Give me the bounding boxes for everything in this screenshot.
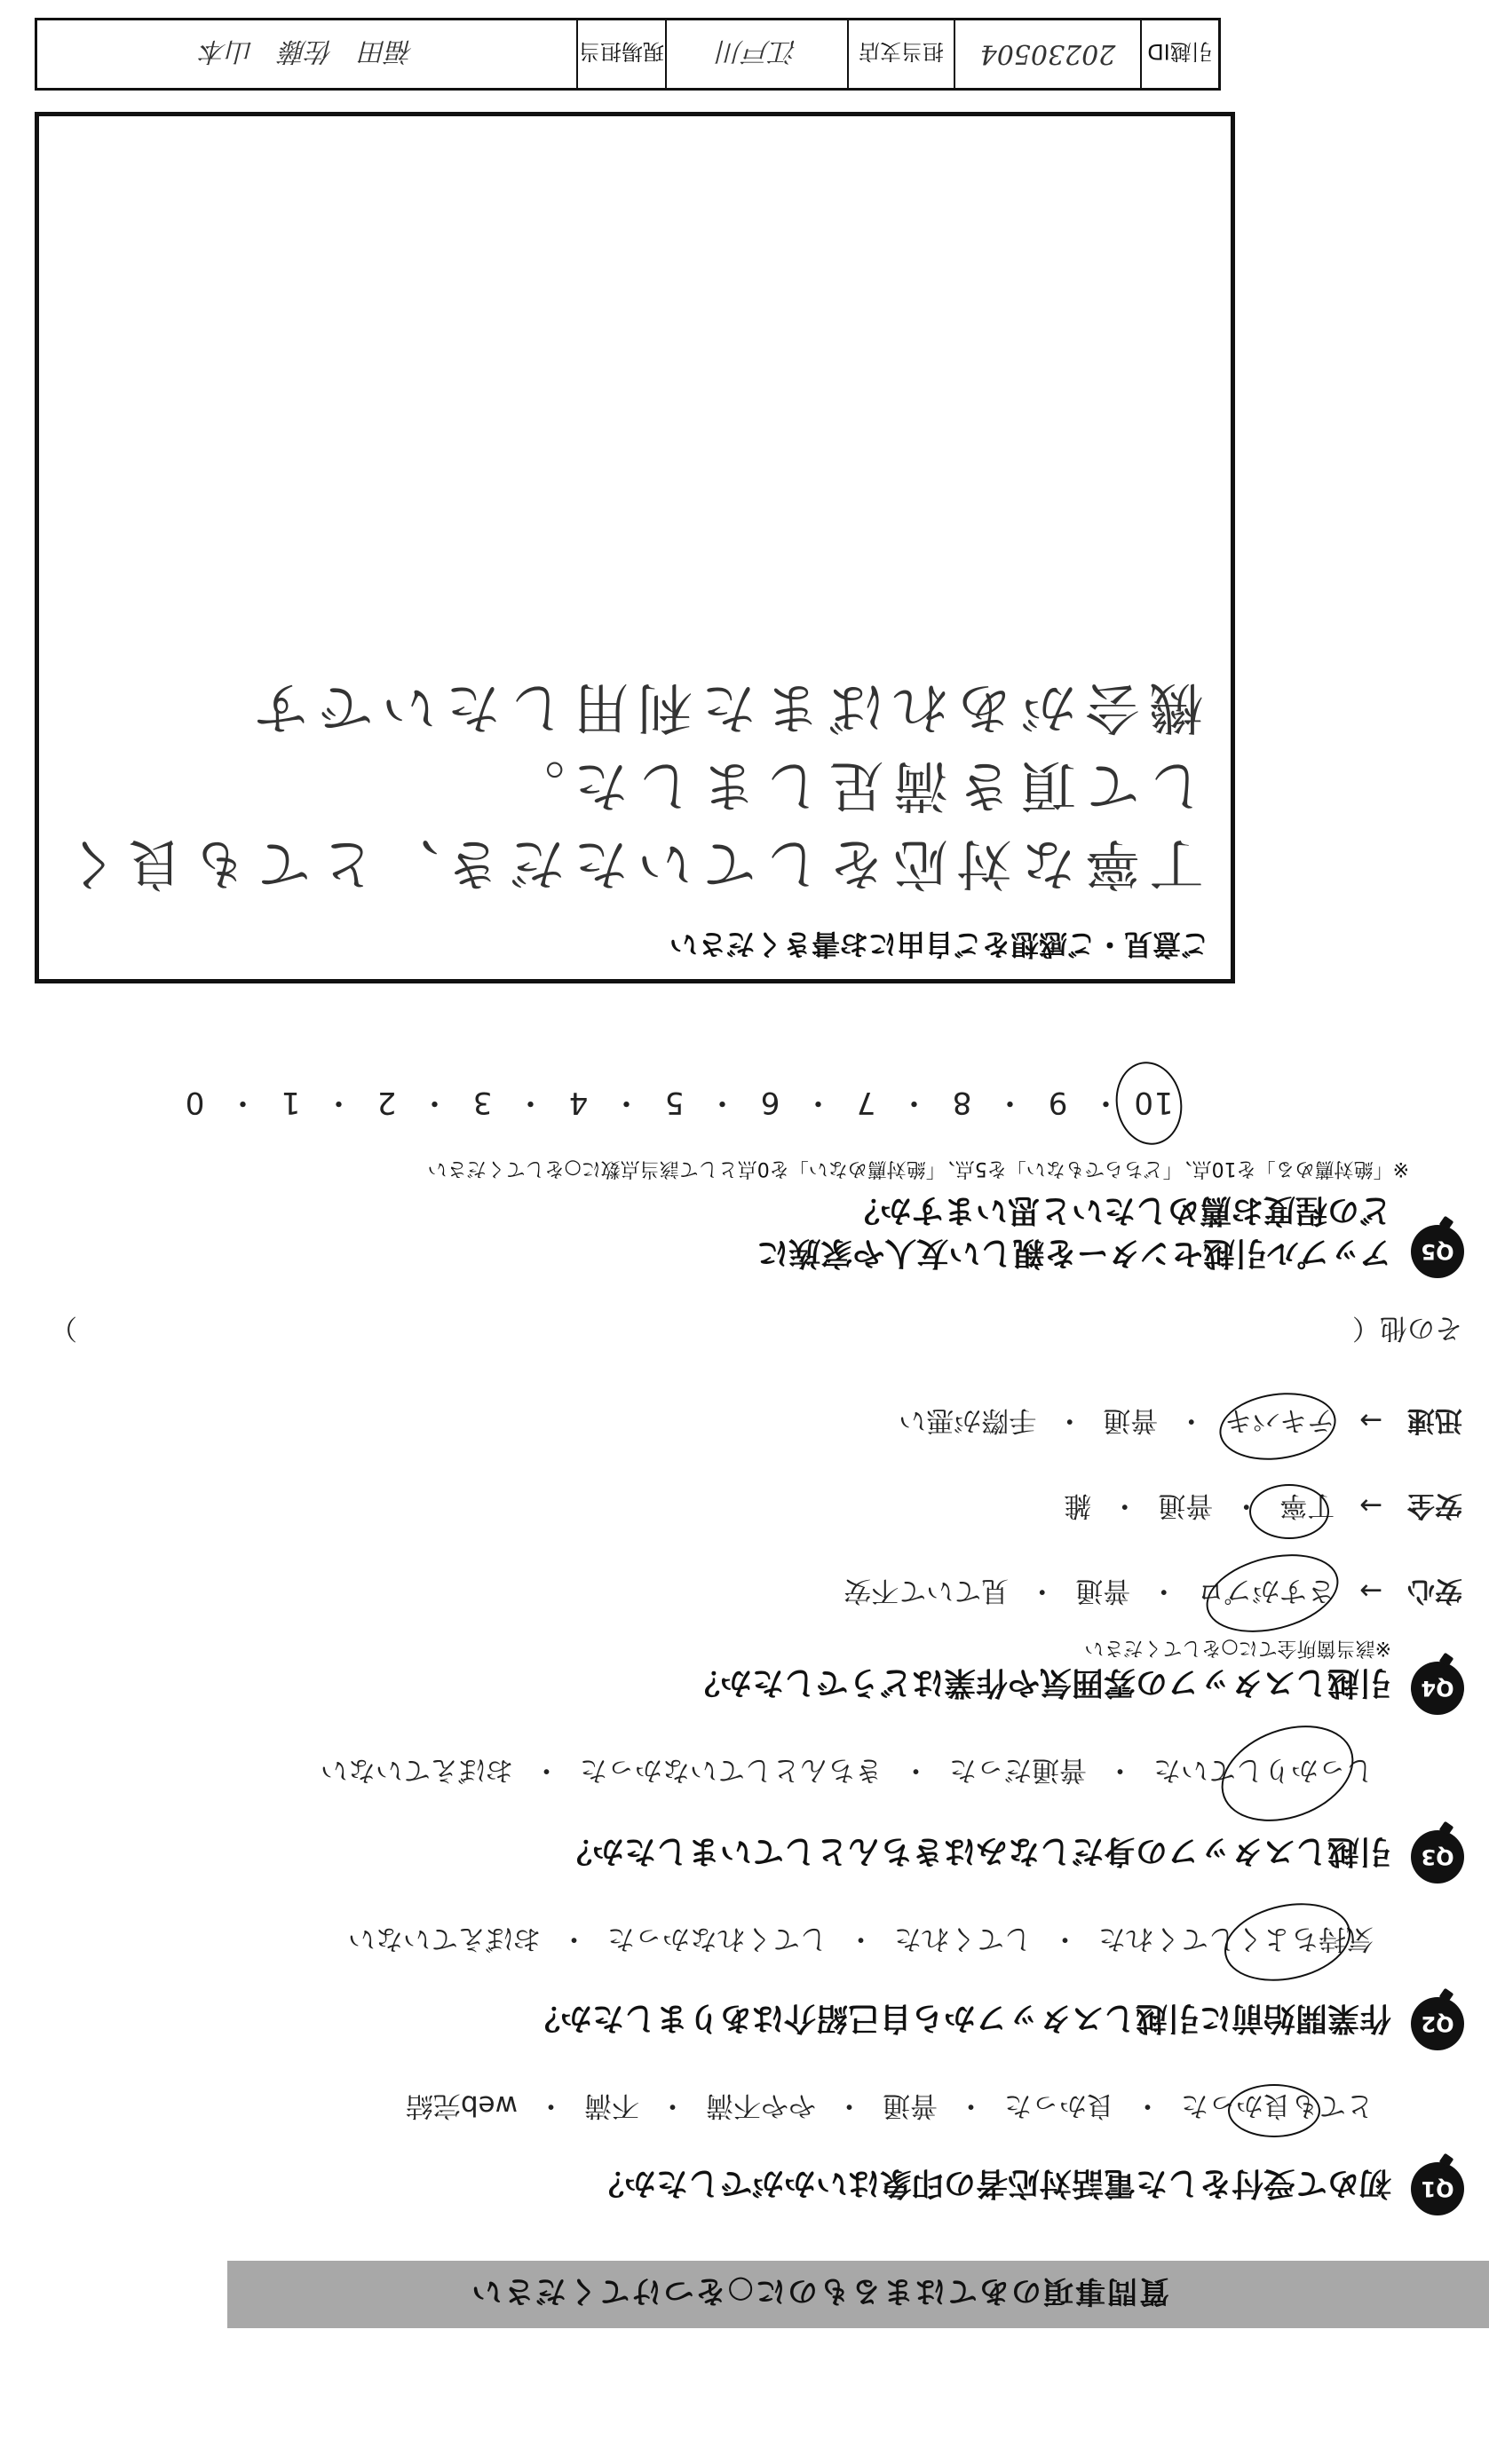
q4-other-close: ）	[50, 1312, 77, 1344]
office-info-table	[35, 18, 1221, 91]
q5-question-line2: どの程度お薦めしたいと思いますか？	[847, 1192, 1391, 1228]
q4-row-speed-arrow: →	[1359, 1404, 1383, 1436]
staff-value: 福田 佐藤 山本	[200, 36, 414, 67]
comment-label: ご意見・ご感想をご自由にお書きください	[669, 928, 1209, 961]
q1-option-good[interactable]: 良かった	[1004, 2089, 1114, 2121]
q5-score-4[interactable]: 4	[567, 1085, 589, 1120]
q1-question: 初めて受付をした電話対応者の印象はいかがでしたか？	[591, 2165, 1391, 2201]
section-header-title: 質問事項のあてはまるものに○をつけてください	[470, 2273, 1169, 2310]
q4-relief-selected-circle	[1198, 1542, 1346, 1645]
q2-options: 気持ちよくしてくれた・してくれた・してくれなかった・おぼえていない	[348, 1922, 1374, 1962]
q2-question: 作業開始前に引越しスタッフから自己紹介はありましたか？	[527, 2000, 1391, 2036]
q5-score-10[interactable]: 10	[1133, 1085, 1174, 1120]
q2-badge: Q2	[1411, 1997, 1464, 2050]
q4-note: ※該当箇所全てに○をしてください	[1084, 1637, 1391, 1659]
q1-option-dissatisfied[interactable]: 不満	[584, 2089, 639, 2121]
q2-option-pleasantly[interactable]: 気持ちよくしてくれた	[1098, 1923, 1374, 1955]
q3-question: 引越しスタッフの身だしなみはきちんとしていましたか？	[559, 1833, 1391, 1869]
q5-score-0[interactable]: 0	[184, 1085, 205, 1120]
q1-option-web[interactable]: web完結	[405, 2089, 518, 2121]
q4-row-relief-arrow: →	[1359, 1575, 1383, 1607]
q5-score-1[interactable]: 1	[280, 1085, 301, 1120]
q5-selected-circle	[1109, 1056, 1188, 1149]
q4-speed-option-quick[interactable]: テキパキ	[1224, 1404, 1335, 1436]
q4-row-safety-arrow: →	[1359, 1489, 1383, 1521]
q3-option-dont-remember[interactable]: おぼえていない	[321, 1754, 513, 1786]
q2-option-did[interactable]: してくれた	[894, 1923, 1032, 1955]
q1-selected-circle	[1228, 2084, 1320, 2137]
q5-score-8[interactable]: 8	[951, 1085, 972, 1120]
q1-option-somewhat-dissatisfied[interactable]: やや不満	[706, 2089, 816, 2121]
q1-option-normal[interactable]: 普通	[883, 2089, 938, 2121]
q4-relief-option-normal[interactable]: 普通	[1075, 1575, 1131, 1607]
q4-relief-option-pro[interactable]: さすがプロ	[1197, 1575, 1335, 1607]
q5-note: ※「絶対薦める」を10点、「どちらでもない」を5点、「絶対薦めない」を0点として該当点数に○をしてください	[427, 1157, 1409, 1180]
q5-score-5[interactable]: 5	[663, 1085, 685, 1120]
q4-safety-option-normal[interactable]: 普通	[1158, 1489, 1214, 1521]
branch-value: 江戸川	[665, 20, 847, 88]
branch-label: 担当支店	[847, 20, 954, 88]
q3-badge: Q3	[1411, 1830, 1464, 1884]
q4-relief-option-anxious[interactable]: 見ていて不安	[844, 1575, 1010, 1607]
staff-label: 現場担当	[576, 20, 665, 88]
q4-row-relief: 安心 → さすがプロ・普通・見ていて不安	[844, 1574, 1462, 1614]
q4-other	[50, 1311, 1462, 1351]
q4-safety-option-rough[interactable]: 雑	[1064, 1489, 1092, 1521]
comment-line-2: して頂き満足しました。	[500, 754, 1204, 818]
q4-badge: Q4	[1411, 1662, 1464, 1715]
q4-speed-selected-circle	[1215, 1386, 1340, 1467]
q4-row-speed-label: 迅速	[1407, 1404, 1462, 1436]
q5-score-7[interactable]: 7	[855, 1085, 876, 1120]
section-header	[227, 2261, 1489, 2328]
q4-row-relief-label: 安心	[1407, 1575, 1462, 1607]
q2-selected-circle	[1217, 1892, 1358, 1992]
comment-line-3: 機会があればまた利用したいです	[244, 675, 1204, 740]
q2-option-did-not[interactable]: してくれなかった	[607, 1923, 828, 1955]
q4-speed-option-normal[interactable]: 普通	[1103, 1404, 1159, 1436]
q4-row-safety-label: 安全	[1407, 1489, 1462, 1521]
q1-badge: Q1	[1411, 2162, 1464, 2215]
move-id-label: 引越ID	[1140, 20, 1218, 88]
q5-score-9[interactable]: 9	[1047, 1085, 1068, 1120]
q4-safety-selected-circle	[1249, 1484, 1329, 1539]
q1-option-very-good[interactable]: とても良かった	[1181, 2089, 1374, 2121]
q4-question: 引越しスタッフの雰囲気や作業はどうでしたか？	[687, 1664, 1391, 1701]
q5-question-line1: アップル引越センターを親しい友人や家族に	[756, 1235, 1391, 1271]
q1-options: とても良かった・良かった・普通・やや不満・不満・web完結	[406, 2089, 1374, 2128]
q2-option-dont-remember[interactable]: おぼえていない	[348, 1923, 541, 1955]
q5-score-3[interactable]: 3	[471, 1085, 493, 1120]
comment-line-1: 丁寧な対応をしていただき、とても良く	[55, 832, 1204, 896]
q4-speed-option-poor[interactable]: 手際が悪い	[899, 1404, 1037, 1436]
q5-scale: 10・9・8・7・6・5・4・3・2・1・0	[170, 1084, 1178, 1127]
q3-option-not-neat[interactable]: きちんとしていなかった	[580, 1754, 883, 1786]
q4-other-label: その他（	[1352, 1312, 1462, 1344]
q3-option-normal[interactable]: 普通だった	[949, 1754, 1087, 1786]
q4-safety-option-polite[interactable]: 丁寧	[1279, 1489, 1335, 1521]
q3-options: しっかりしていた・普通だった・きちんとしていなかった・おぼえていない	[321, 1753, 1374, 1793]
move-id-value: 20230504	[954, 20, 1140, 88]
comment-box[interactable]	[35, 112, 1235, 983]
q4-row-safety: 安全 → 丁寧・普通・雑	[1064, 1489, 1462, 1528]
q5-score-2[interactable]: 2	[376, 1085, 397, 1120]
q3-selected-circle	[1208, 1709, 1367, 1839]
q5-score-6[interactable]: 6	[759, 1085, 780, 1120]
q5-badge: Q5	[1411, 1225, 1464, 1278]
q4-row-speed: 迅速 → テキパキ・普通・手際が悪い	[899, 1403, 1462, 1443]
q3-option-neat[interactable]: しっかりしていた	[1153, 1754, 1374, 1786]
